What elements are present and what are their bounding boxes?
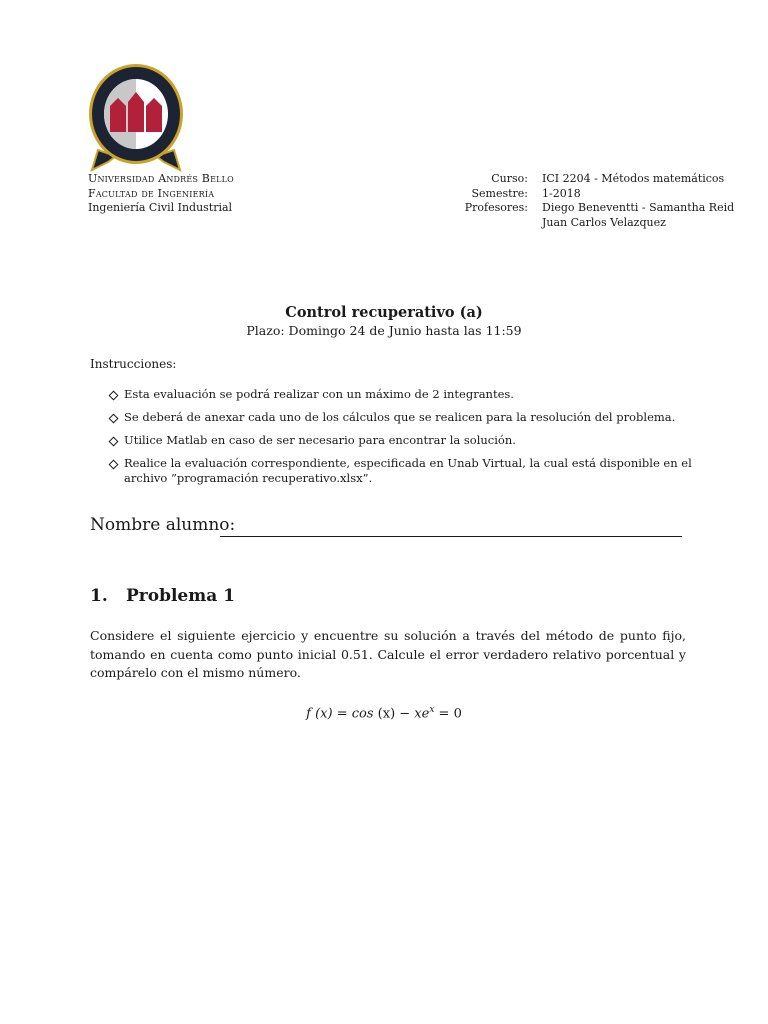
document-title: Control recuperativo (a)	[285, 304, 483, 321]
section-title: Problema 1	[126, 586, 235, 606]
diamond-bullet-icon	[109, 437, 119, 447]
instructions-label: Instrucciones:	[90, 357, 177, 371]
student-name-line[interactable]	[220, 536, 682, 537]
diamond-bullet-icon	[109, 460, 119, 470]
equation: f $(x) = \cos (x) - xe^x = 0$	[306, 705, 462, 722]
student-name-label: Nombre alumno:	[90, 515, 236, 535]
curso-value: ICI 2204 - Métodos matemáticos	[542, 172, 725, 185]
university-logo	[86, 62, 186, 174]
section-heading	[90, 586, 235, 606]
list-item: Esta evaluación se podrá realizar con un máximo de 2 integrantes.	[110, 387, 710, 402]
list-item: Utilice Matlab en caso de ser necesario para encontrar la solución.	[110, 433, 710, 448]
diamond-bullet-icon	[109, 391, 119, 401]
deadline-text: Plazo: Domingo 24 de Junio hasta las 11:59	[246, 323, 522, 338]
diamond-bullet-icon	[109, 414, 119, 424]
semestre-label: Semestre:	[471, 186, 528, 200]
list-item: Se deberá de anexar cada uno de los cálculos que se realicen para la resolución del problema.	[110, 410, 710, 425]
section-number: 1.	[90, 586, 108, 606]
course-info	[448, 172, 734, 230]
faculty-name: Facultad de Ingeniería	[88, 186, 215, 200]
list-item: Realice la evaluación correspondiente, especificada en Unab Virtual, la cual está disponible en el archivo ”programación recuperativo.xlsx”.	[110, 456, 710, 486]
program-name: Ingeniería Civil Industrial	[88, 201, 233, 214]
profesores-value-2: Juan Carlos Velazquez	[542, 215, 666, 229]
profesores-label: Profesores:	[464, 201, 528, 214]
curso-label: Curso:	[491, 172, 528, 185]
university-name: Universidad Andrés Bello	[88, 172, 234, 185]
institution-block	[88, 172, 234, 216]
problem-statement: Considere el siguiente ejercicio y encuentre su solución a través del método de punto fijo, tomando en cuenta como punto inicial 0.51. Calcule el error verdadero relativo porcentual y compárelo con el mismo número.	[90, 628, 686, 680]
semestre-value: 1-2018	[542, 186, 581, 200]
instructions-list	[110, 387, 710, 494]
profesores-value-1: Diego Beneventti - Samantha Reid	[542, 201, 735, 214]
